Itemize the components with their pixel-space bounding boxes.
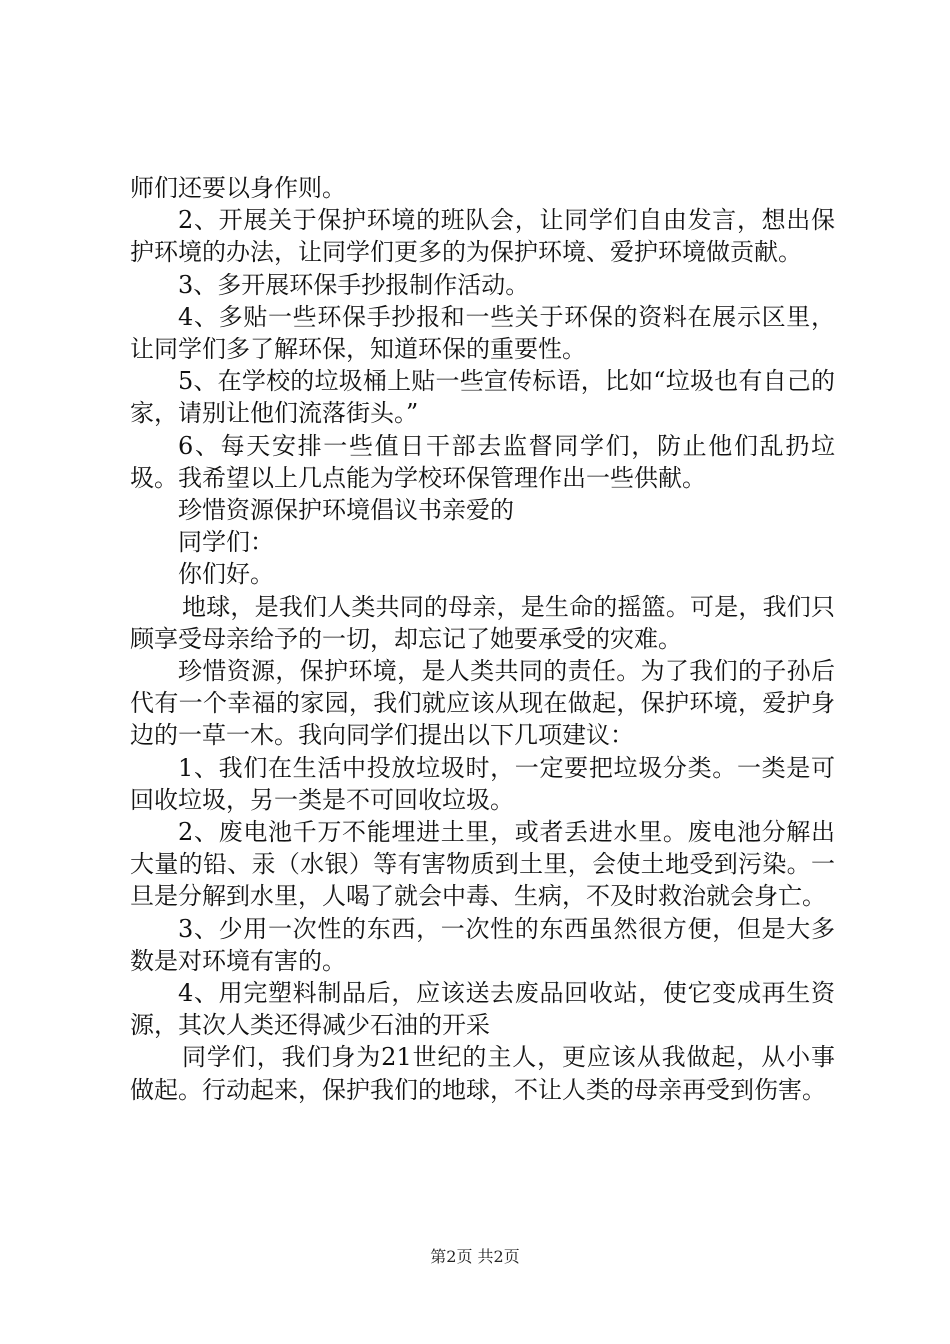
page-number: 第2页 共2页 [430,1247,520,1266]
greeting: 你们好。 [178,560,274,589]
proposal-title: 珍惜资源保护环境倡议书亲爱的 [178,496,514,525]
paragraph: 师们还要以身作则。 [130,174,346,202]
paragraph: 珍惜资源，保护环境，是人类共同的责任。为了我们的子孙后代有一个幸福的家园，我们就应该从现在做起，保护环境，爱护身边的一草一木。我向同学们提出以下几项建议： [130,657,835,750]
paragraph: 1、我们在生活中投放垃圾时，一定要把垃圾分类。一类是可回收垃圾，另一类是不可回收垃圾。 [130,753,835,814]
salutation: 同学们： [178,528,274,557]
document-body [130,172,835,1106]
paragraph: 4、用完塑料制品后，应该送去废品回收站，使它变成再生资源，其次人类还得减少石油的开采 [130,979,835,1040]
paragraph: 3、多开展环保手抄报制作活动。 [178,270,530,299]
paragraph: 2、开展关于保护环境的班队会，让同学们自由发言，想出保护环境的办法，让同学们更多的为保护环境、爱护环境做贡献。 [130,206,835,267]
paragraph: 3、少用一次性的东西，一次性的东西虽然很方便，但是大多数是对环境有害的。 [130,914,835,975]
paragraph: 6、每天安排一些值日干部去监督同学们，防止他们乱扔垃圾。我希望以上几点能为学校环保管理作出一些供献。 [130,431,835,492]
paragraph: 4、多贴一些环保手抄报和一些关于环保的资料在展示区里，让同学们多了解环保，知道环保的重要性。 [130,302,835,364]
paragraph: 5、在学校的垃圾桶上贴一些宣传标语，比如“垃圾也有自己的家，请别让他们流落街头。” [130,367,835,428]
paragraph: 2、废电池千万不能埋进土里，或者丢进水里。废电池分解出大量的铅、汞（水银）等有害物质到土里，会使土地受到污染。一旦是分解到水里，人喝了就会中毒、生病，不及时救治就会身亡。 [130,818,835,911]
paragraph: 地球，是我们人类共同的母亲，是生命的摇篮。可是，我们只顾享受母亲给予的一切，却忘记了她要承受的灾难。 [130,592,835,653]
paragraph: 同学们，我们身为21世纪的主人，更应该从我做起，从小事做起。行动起来，保护我们的地球，不让人类的母亲再受到伤害。 [130,1043,835,1104]
